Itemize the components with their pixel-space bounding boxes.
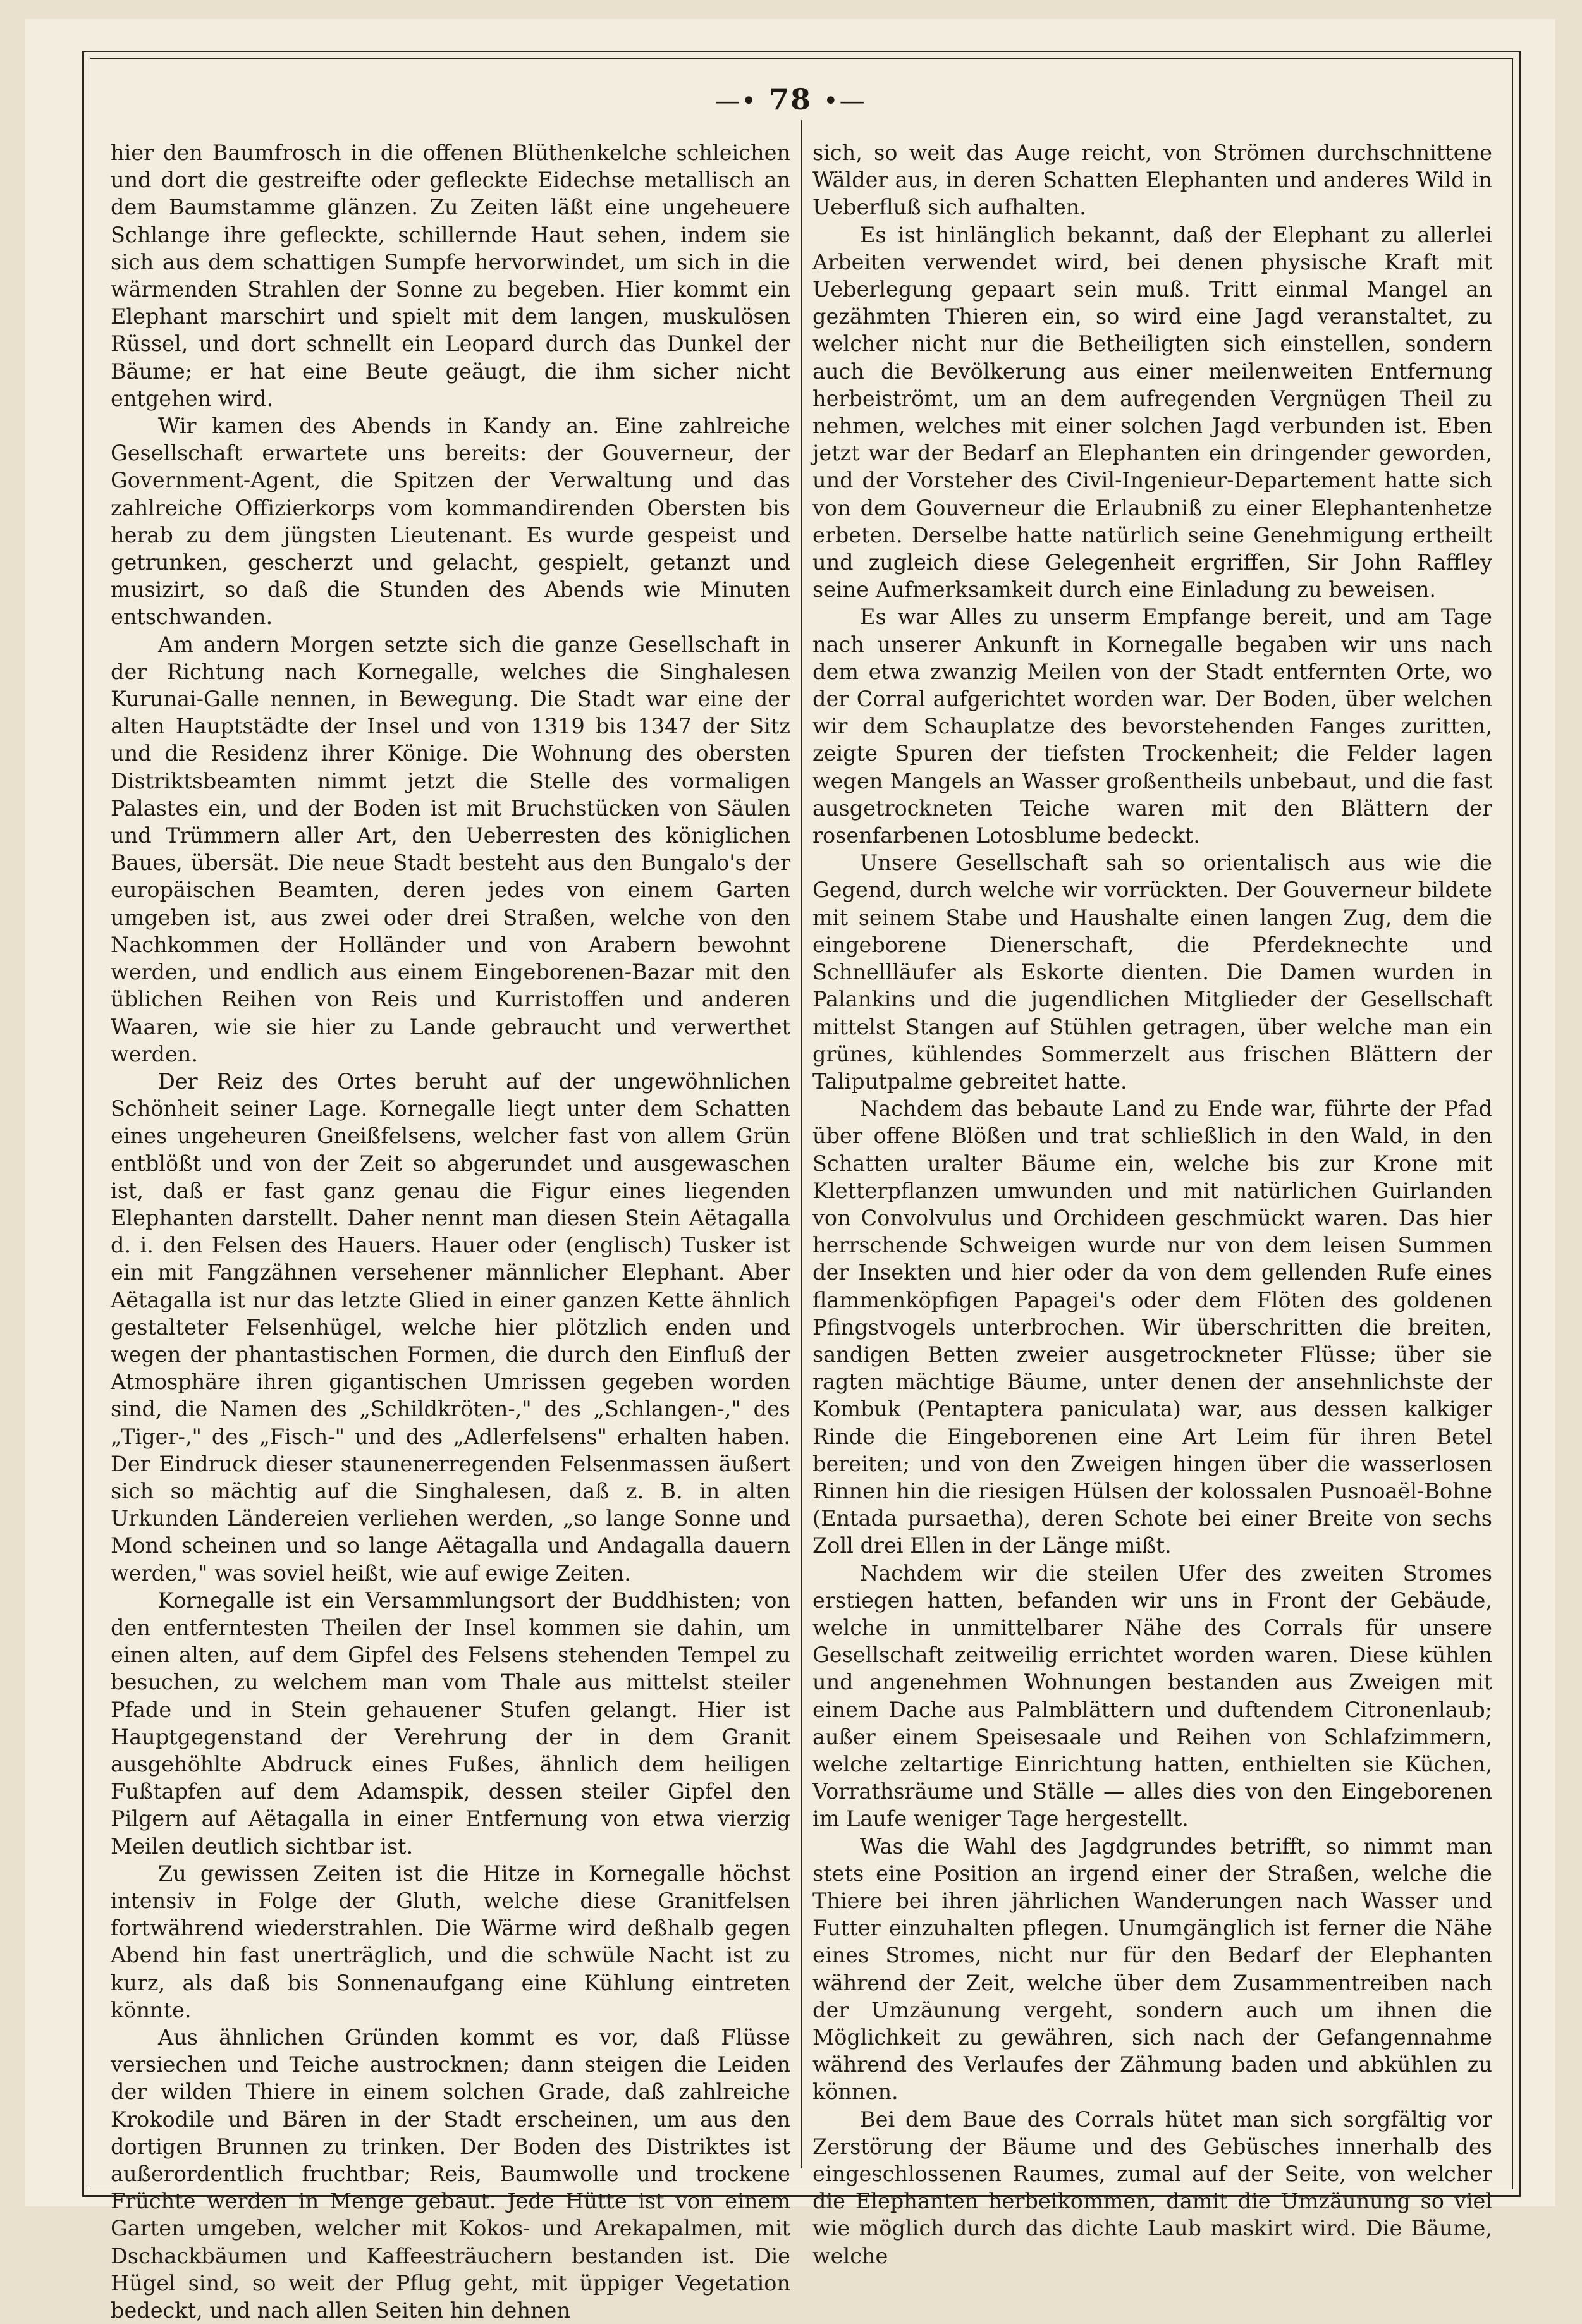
page-number-header: [25, 82, 1555, 116]
paragraph: Am andern Morgen setzte sich die ganze Gesellschaft in der Richtung nach Kornegalle, welches die Singhalesen Kurunai-Galle nennen, in Bewegung. Die Stadt war eine der alten Hauptstädte der Insel und von 1319 bis 1347 der Sitz und die Residenz ihrer Könige. Die Wohnung des obersten Distriktsbeamten nimmt jetzt die Stelle des vormaligen Palastes ein, und der Boden ist mit Bruchstücken von Säulen und Trümmern aller Art, den Ueberresten des königlichen Baues, übersät. Die neue Stadt besteht aus den Bungalo's der europäischen Beamten, deren jedes von einem Garten umgeben ist, aus zwei oder drei Straßen, welche von den Nachkommen der Holländer und von Arabern bewohnt werden, und endlich aus einem Eingeborenen-Bazar mit den üblichen Reihen von Reis und Kurristoffen und anderen Waaren, wie sie hier zu Lande gebraucht und verwerthet werden.: [111, 632, 790, 1067]
paragraph: Wir kamen des Abends in Kandy an. Eine zahlreiche Gesellschaft erwartete uns bereits: der Gouverneur, der Government-Agent, die Spitzen der Verwaltung und das zahlreiche Offizierkorps vom kommandirenden Obersten bis herab zu dem jüngsten Lieutenant. Es wurde gespeist und getrunken, gescherzt und gelacht, gespielt, getanzt und musizirt, so daß die Stunden des Abends wie Minuten entschwanden.: [111, 413, 790, 630]
paragraph: Bei dem Baue des Corrals hütet man sich sorgfältig vor Zerstörung der Bäume und des Gebüsches innerhalb des eingeschlossenen Raumes, zumal auf der Seite, von welcher die Elephanten herbeikommen, damit die Umzäunung so viel wie möglich durch das dichte Laub maskirt wird. Die Bäume, welche: [812, 2107, 1492, 2268]
paragraph: Aus ähnlichen Gründen kommt es vor, daß Flüsse versiechen und Teiche austrocknen; dann steigen die Leiden der wilden Thiere in einem solchen Grade, daß zahlreiche Krokodile und Bären in der Stadt erscheinen, um aus den dortigen Brunnen zu trinken. Der Boden des Distriktes ist außerordentlich fruchtbar; Reis, Baumwolle und trockene Früchte werden in Menge gebaut. Jede Hütte ist von einem Garten umgeben, welcher mit Kokos- und Arekapalmen, mit Dschackbäumen und Kaffeesträuchern bestanden ist. Die Hügel sind, so weit der Pflug geht, mit üppiger Vegetation bedeckt, und nach allen Seiten hin dehnen: [111, 2025, 790, 2323]
page-number: 78: [768, 82, 812, 116]
paragraph: Es ist hinlänglich bekannt, daß der Elephant zu allerlei Arbeiten verwendet wird, bei denen physische Kraft mit Ueberlegung gepaart sein muß. Tritt einmal Mangel an gezähmten Thieren ein, so wird eine Jagd veranstaltet, zu welcher nicht nur die Betheiligten sich einstellen, sondern auch die Bevölkerung aus einer meilenweiten Entfernung herbeiströmt, um an dem aufregenden Vergnügen Theil zu nehmen, welches mit einer solchen Jagd verbunden ist. Eben jetzt war der Bedarf an Elephanten ein dringender geworden, und der Vorsteher des Civil-Ingenieur-Departement hatte sich von dem Gouverneur die Erlaubniß zu einer Elephantenhetze erbeten. Derselbe hatte natürlich seine Genehmigung ertheilt und zugleich diese Gelegenheit ergriffen, Sir John Raffley seine Aufmerksamkeit durch eine Einladung zu beweisen.: [812, 222, 1492, 602]
column-divider: [801, 120, 802, 2168]
paragraph: Kornegalle ist ein Versammlungsort der Buddhisten; von den entferntesten Theilen der Insel kommen sie dahin, um einen alten, auf dem Gipfel des Felsens stehenden Tempel zu besuchen, zu welchem man vom Thale aus mittelst steiler Pfade und in Stein gehauener Stufen gelangt. Hier ist Hauptgegenstand der Verehrung der in dem Granit ausgehöhlte Abdruck eines Fußes, ähnlich dem heiligen Fußtapfen auf dem Adamspik, dessen steiler Gipfel den Pilgern auf Aëtagalla in einer Entfernung von etwa vierzig Meilen deutlich sichtbar ist.: [111, 1587, 790, 1859]
right-column: [812, 139, 1492, 2268]
page-number-left-ornament: —•: [714, 87, 757, 116]
paragraph: Es war Alles zu unserm Empfange bereit, und am Tage nach unserer Ankunft in Kornegalle begaben wir uns nach dem etwa zwanzig Meilen von der Stadt entfernten Orte, wo der Corral aufgerichtet worden war. Der Boden, über welchen wir dem Schauplatze des bevorstehenden Fanges zuritten, zeigte Spuren der tiefsten Trockenheit; die Felder lagen wegen Mangels an Wasser großentheils unbebaut, und die fast ausgetrockneten Teiche waren mit den Blättern der rosenfarbenen Lotosblume bedeckt.: [812, 604, 1492, 848]
page-number-right-ornament: •—: [823, 87, 866, 116]
paragraph: Der Reiz des Ortes beruht auf der ungewöhnlichen Schönheit seiner Lage. Kornegalle liegt unter dem Schatten eines ungeheuren Gneißfelsens, welcher fast von allem Grün entblößt und von der Zeit so abgerundet und ausgewaschen ist, daß er fast ganz genau die Figur eines liegenden Elephanten darstellt. Daher nennt man diesen Stein Aëtagalla d. i. den Felsen des Hauers. Hauer oder (englisch) Tusker ist ein mit Fangzähnen versehener männlicher Elephant. Aber Aëtagalla ist nur das letzte Glied in einer ganzen Kette ähnlich gestalteter Felsenhügel, welche hier plötzlich enden und wegen der phantastischen Formen, die durch den Einfluß der Atmosphäre ihren gigantischen Umrissen gegeben worden sind, die Namen des „Schildkröten-," des „Schlangen-," des „Tiger-," des „Fisch-" und des „Adlerfelsens" erhalten haben. Der Eindruck dieser staunenerregenden Felsenmassen äußert sich so mächtig auf die Singhalesen, daß z. B. in alten Urkunden Ländereien verliehen werden, „so lange Sonne und Mond scheinen und so lange Aëtagalla und Andagalla dauern werden," was soviel heißt, wie auf ewige Zeiten.: [111, 1068, 790, 1586]
newspaper-page: [25, 19, 1555, 2323]
paragraph: Nachdem das bebaute Land zu Ende war, führte der Pfad über offene Blößen und trat schließlich in den Wald, in den Schatten uralter Bäume ein, welche bis zur Krone mit Kletterpflanzen umwunden und mit natürlichen Guirlanden von Convolvulus und Orchideen geschmückt waren. Das hier herrschende Schweigen wurde nur von dem leisen Summen der Insekten und hier oder da von dem gellenden Rufe eines flammenköpfigen Papagei's oder dem Flöten des goldenen Pfingstvogels unterbrochen. Wir überschritten die breiten, sandigen Betten zweier ausgetrockneter Flüsse; über sie ragten mächtige Bäume, unter denen der ansehnlichste der Kombuk (Pentaptera paniculata) war, aus dessen kalkiger Rinde die Eingeborenen eine Art Leim für ihren Betel bereiten; und von den Zweigen hingen über die wasserlosen Rinnen hin die riesigen Hülsen der kolossalen Pusnoaël-Bohne (Entada pursaetha), deren Schote bei einer Breite von sechs Zoll drei Ellen in der Länge mißt.: [812, 1096, 1492, 1558]
left-column: [111, 139, 790, 2323]
paragraph: hier den Baumfrosch in die offenen Blüthenkelche schleichen und dort die gestreifte oder gefleckte Eidechse metallisch an dem Baumstamme glänzen. Zu Zeiten läßt eine ungeheuere Schlange ihre gefleckte, schillernde Haut sehen, indem sie sich aus dem schattigen Sumpfe hervorwindet, um sich in die wärmenden Strahlen der Sonne zu begeben. Hier kommt ein Elephant marschirt und spielt mit dem langen, muskulösen Rüssel, und dort schnellt ein Leopard durch das Dunkel der Bäume; er hat eine Beute geäugt, die ihm sicher nicht entgehen wird.: [111, 140, 790, 411]
paragraph: Was die Wahl des Jagdgrundes betrifft, so nimmt man stets eine Position an irgend einer der Straßen, welche die Thiere bei ihren jährlichen Wanderungen nach Wasser und Futter einzuhalten pflegen. Unumgänglich ist ferner die Nähe eines Stromes, nicht nur für den Bedarf der Elephanten während der Zeit, welche über dem Zusammentreiben nach der Umzäunung vergeht, sondern auch um ihnen die Möglichkeit zu gewähren, sich nach der Gefangennahme während des Verlaufes der Zähmung baden und abkühlen zu können.: [812, 1833, 1492, 2105]
paragraph: Unsere Gesellschaft sah so orientalisch aus wie die Gegend, durch welche wir vorrückten. Der Gouverneur bildete mit seinem Stabe und Haushalte einen langen Zug, dem die eingeborene Dienerschaft, die Pferdeknechte und Schnellläufer als Eskorte dienten. Die Damen wurden in Palankins und die jugendlichen Mitglieder der Gesellschaft mittelst Stangen auf Stühlen getragen, über welche man ein grünes, kühlendes Sommerzelt aus frischen Blättern der Taliputpalme gebreitet hatte.: [812, 850, 1492, 1094]
paragraph: Zu gewissen Zeiten ist die Hitze in Kornegalle höchst intensiv in Folge der Gluth, welche diese Granitfelsen fortwährend wiederstrahlen. Die Wärme wird deßhalb gegen Abend hin fast unerträglich, und die schwüle Nacht ist zu kurz, als daß bis Sonnenaufgang eine Kühlung eintreten könnte.: [111, 1861, 790, 2022]
paragraph: Nachdem wir die steilen Ufer des zweiten Stromes erstiegen hatten, befanden wir uns in Front der Gebäude, welche in unmittelbarer Nähe des Corrals für unsere Gesellschaft zeitweilig errichtet worden waren. Diese kühlen und angenehmen Wohnungen bestanden aus Zweigen mit einem Dache aus Palmblättern und duftendem Citronenlaub; außer einem Speisesaale und Reihen von Schlafzimmern, welche zeltartige Einrichtung hatten, enthielten sie Küchen, Vorrathsräume und Ställe — alles dies von den Eingeborenen im Laufe weniger Tage hergestellt.: [812, 1560, 1492, 1832]
paragraph: sich, so weit das Auge reicht, von Strömen durchschnittene Wälder aus, in deren Schatten Elephanten und anderes Wild in Ueberfluß sich aufhalten.: [812, 140, 1492, 220]
